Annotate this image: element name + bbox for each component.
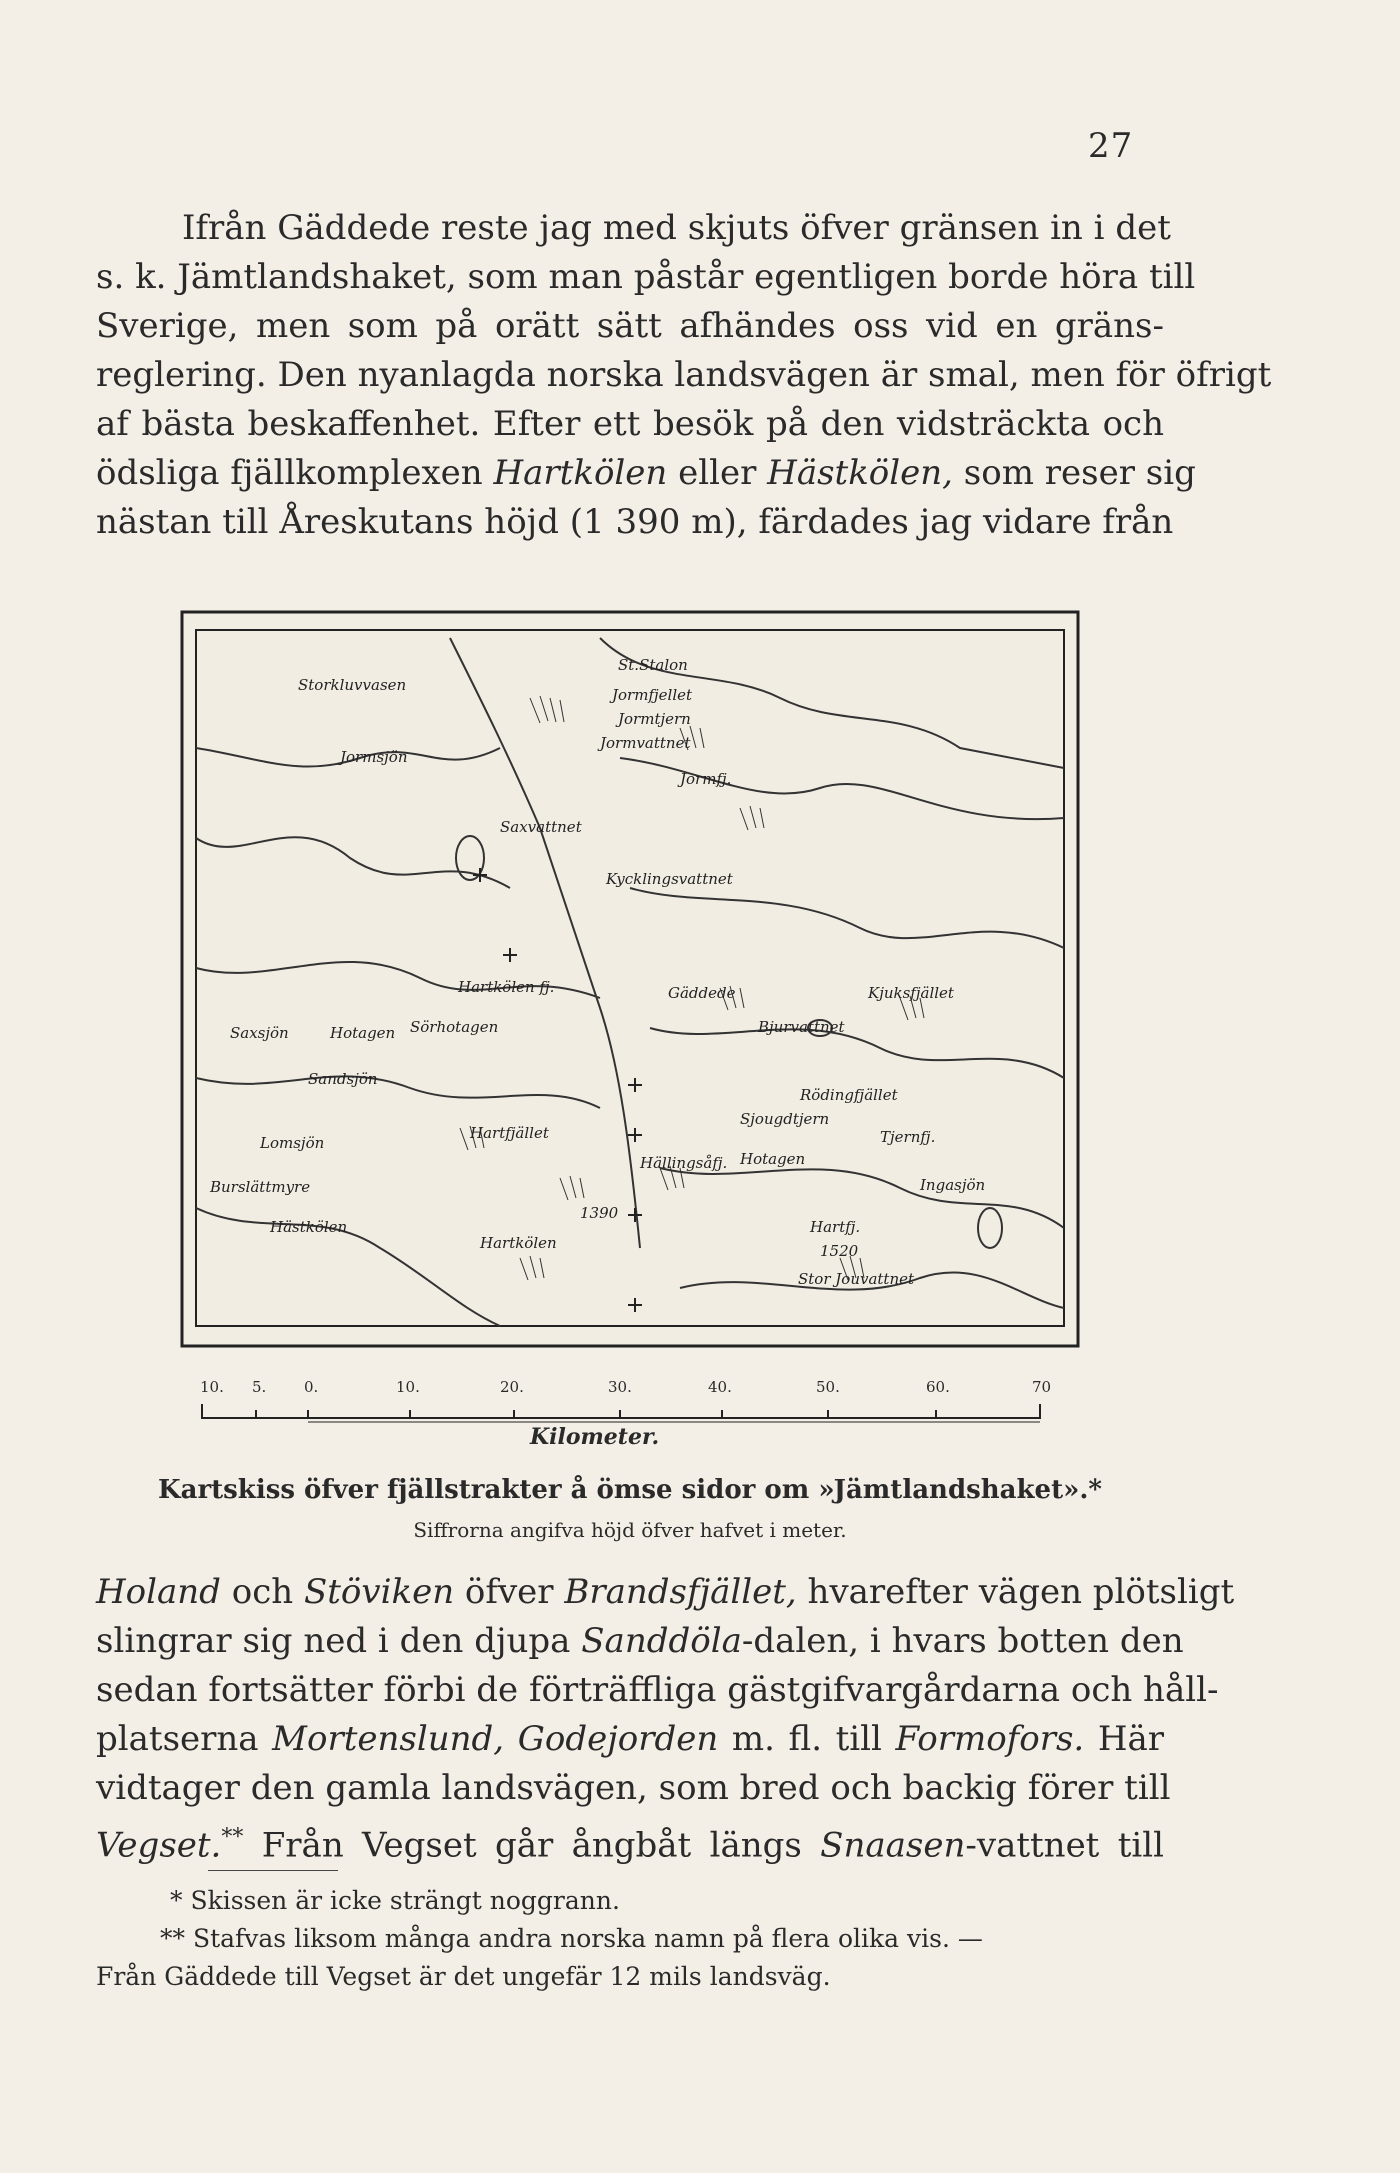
text-line: sedan fortsätter förbi de förträffliga gästgifvargårdarna och håll-	[96, 1670, 1219, 1710]
text-run: öfver	[454, 1572, 565, 1612]
map-label: Burslättmyre	[210, 1178, 311, 1196]
text-line: Ifrån Gäddede reste jag med skjuts öfver gränsen in i det	[182, 208, 1171, 248]
text-line	[96, 449, 1196, 498]
map-label: Hartkölen fj.	[458, 978, 555, 996]
footnote: * Skissen är icke strängt noggrann.	[170, 1886, 620, 1915]
scale-tick: 0.	[304, 1378, 319, 1396]
text-run: Här	[1084, 1719, 1165, 1759]
text-line: reglering. Den nyanlagda norska landsvägen är smal, men för öfrigt	[96, 355, 1272, 395]
map-label: Hartfjället	[470, 1124, 549, 1142]
text-line	[96, 1715, 1164, 1764]
scale-tick: 70	[1032, 1378, 1052, 1396]
scale-tick: 50.	[816, 1378, 840, 1396]
footnote-marker: **	[221, 1825, 244, 1850]
place-name: Stöviken	[303, 1572, 455, 1612]
map-label: Stor Jouvattnet	[798, 1270, 915, 1288]
map-label: Sjougdtjern	[740, 1110, 830, 1128]
map-label: Rödingfjället	[800, 1086, 898, 1104]
map-label: Hällingsåfj.	[640, 1154, 728, 1172]
figure-caption: Kartskiss öfver fjällstrakter å ömse sidor om »Jämtlandshaket».*	[158, 1475, 1102, 1505]
place-name-hartkolen: Hartkölen	[493, 453, 668, 493]
place-name: Godejorden	[517, 1719, 719, 1759]
place-name: Holand	[96, 1572, 221, 1612]
scale-tick: 40.	[708, 1378, 732, 1396]
scale-tick: 10.	[396, 1378, 420, 1396]
map-label: Sandsjön	[308, 1070, 378, 1088]
scale-tick: 20.	[500, 1378, 524, 1396]
text-line: Sverige, men som på orätt sätt afhändes oss vid en gräns-	[96, 306, 1164, 346]
map-label: Bjurvattnet	[758, 1018, 845, 1036]
map-label: Saxsjön	[230, 1024, 289, 1042]
scale-label: Kilometer.	[530, 1424, 660, 1450]
text-run: hvarefter vägen plötsligt	[796, 1572, 1235, 1612]
map-label: Storkluvvasen	[298, 676, 407, 694]
scale-tick: 60.	[926, 1378, 950, 1396]
map-label: Tjernfj.	[880, 1128, 936, 1146]
text-line: s. k. Jämtlandshaket, som man påstår egentligen borde höra till	[96, 257, 1196, 297]
map-label: Hotagen	[740, 1150, 806, 1168]
map-label: Kycklingsvattnet	[606, 870, 733, 888]
map-label: Kjuksfjället	[868, 984, 954, 1002]
place-name-hastkolen: Hästkölen,	[767, 453, 953, 493]
text-run: -vattnet till	[965, 1825, 1164, 1866]
footnote-rule	[208, 1870, 338, 1871]
text-line	[96, 1813, 1164, 1870]
map-label: Jormfj.	[680, 770, 732, 788]
map-sketch	[180, 608, 1080, 1348]
scale-ticks	[200, 1378, 1060, 1402]
map-label: Hotagen	[330, 1024, 396, 1042]
map-label: Lomsjön	[260, 1134, 325, 1152]
place-name: Brandsfjället,	[564, 1572, 797, 1612]
map-label: Jormfjellet	[612, 686, 693, 704]
text-run: Från Vegset går ångbåt längs	[243, 1825, 821, 1866]
map-label: Gäddede	[668, 984, 736, 1002]
map-label: Hartfj.	[810, 1218, 861, 1236]
place-name: Sanddöla	[581, 1621, 742, 1661]
text-run: och	[220, 1572, 304, 1612]
map-label: Hartkölen	[480, 1234, 557, 1252]
place-name: Vegset.	[96, 1825, 222, 1866]
map-label: 1520	[820, 1242, 859, 1260]
text-line: af bästa beskaffenhet. Efter ett besök på den vidsträckta och	[96, 404, 1164, 444]
map-label: Jormsjön	[340, 748, 408, 766]
text-run: platserna	[96, 1719, 273, 1759]
scale-tick: 10.	[200, 1378, 224, 1396]
map-label: 1390	[580, 1204, 619, 1222]
figure-subcaption: Siffrorna angifva höjd öfver hafvet i meter.	[413, 1518, 847, 1542]
page-number: 27	[1088, 126, 1134, 166]
map-label: Saxvattnet	[500, 818, 582, 836]
map-label: Hästkölen	[270, 1218, 348, 1236]
text-run: ödsliga fjällkomplexen	[96, 453, 494, 493]
map-svg	[180, 608, 1080, 1348]
body-paragraph-top	[96, 204, 1272, 547]
scale-line-path	[202, 1404, 1040, 1418]
text-line	[96, 1568, 1235, 1617]
footnote: Från Gäddede till Vegset är det ungefär 12 mils landsväg.	[96, 1962, 831, 1991]
body-paragraph-bottom	[96, 1568, 1235, 1870]
text-run: slingrar sig ned i den djupa	[96, 1621, 582, 1661]
map-label: St.Stalon	[618, 656, 688, 674]
text-run	[504, 1719, 518, 1759]
scale-tick: 30.	[608, 1378, 632, 1396]
place-name: Formofors.	[895, 1719, 1085, 1759]
place-name: Mortenslund,	[272, 1719, 505, 1759]
text-run: som reser sig	[952, 453, 1196, 493]
map-label: Ingasjön	[920, 1176, 986, 1194]
footnote: ** Stafvas liksom många andra norska namn på flera olika vis. —	[160, 1924, 983, 1953]
map-label: Sörhotagen	[410, 1018, 499, 1036]
scale-bar	[200, 1378, 1060, 1448]
text-line: nästan till Åreskutans höjd (1 390 m), färdades jag vidare från	[96, 502, 1174, 542]
place-name: Snaasen	[820, 1825, 966, 1866]
map-label: Jormtjern	[618, 710, 691, 728]
text-line: vidtager den gamla landsvägen, som bred och backig förer till	[96, 1768, 1171, 1808]
text-line	[96, 1617, 1184, 1666]
text-run: -dalen, i hvars botten den	[741, 1621, 1184, 1661]
map-label: Jormvattnet	[600, 734, 691, 752]
text-run: eller	[667, 453, 768, 493]
scale-line	[200, 1400, 1060, 1424]
scale-tick: 5.	[252, 1378, 267, 1396]
text-run: m. fl. till	[718, 1719, 896, 1759]
